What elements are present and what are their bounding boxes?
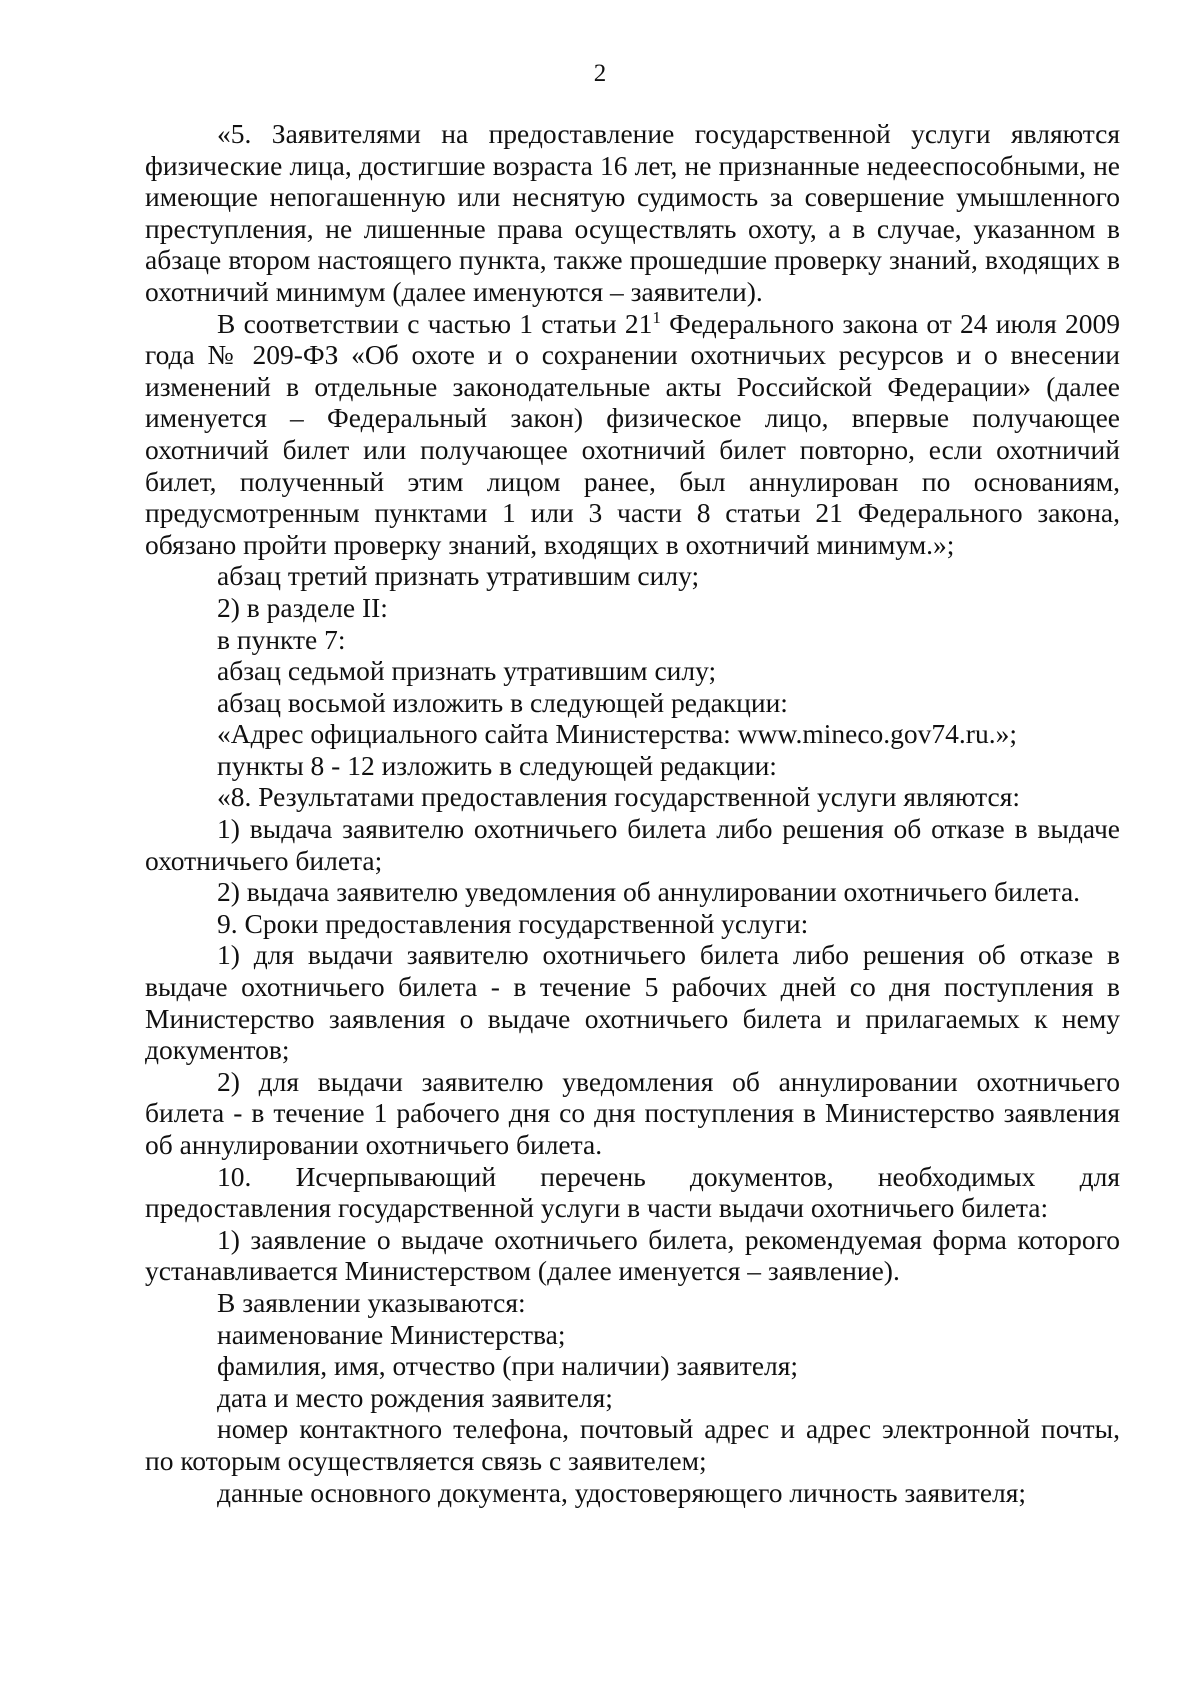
paragraph-website: «Адрес официального сайта Министерства: www.mineco.gov74.ru.»; <box>217 718 1017 750</box>
paragraph-documents-list: 10. Исчерпывающий перечень документов, необходимых для предоставления государственной услуги в части выдачи охотничьего билета: <box>145 1160 1120 1224</box>
paragraph-term-2: 2) для выдачи заявителю уведомления об аннулировании охотничьего билета - в течение 1 рабочего дня со дня поступления в Министерство заявления об аннулировании охотничьего билета. <box>145 1065 1120 1160</box>
paragraph-term-1: 1) для выдачи заявителю охотничьего билета либо решения об отказе в выдаче охотничьего билета - в течение 5 рабочих дней со дня поступления в Министерство заявления о выдаче охотничьего билета и прилагаемых к нему документов; <box>145 939 1120 1066</box>
paragraph-contacts: номер контактного телефона, почтовый адрес и адрес электронной почты, по которым осуществляется связь с заявителем; <box>145 1413 1120 1476</box>
paragraph-application-contents: В заявлении указываются: <box>217 1286 526 1318</box>
paragraph-section-2: 2) в разделе II: <box>217 591 388 623</box>
paragraph-points-8-12: пункты 8 - 12 изложить в следующей редакции: <box>217 749 777 781</box>
paragraph-seventh-void: абзац седьмой признать утратившим силу; <box>217 655 717 687</box>
paragraph-birth: дата и место рождения заявителя; <box>217 1381 613 1413</box>
article-superscript: 1 <box>652 307 661 327</box>
paragraph-result-2: 2) выдача заявителю уведомления об аннулировании охотничьего билета. <box>217 876 1081 908</box>
paragraph-ministry-name: наименование Министерства; <box>217 1318 566 1350</box>
paragraph-full-name: фамилия, имя, отчество (при наличии) заявителя; <box>217 1350 799 1382</box>
document-body <box>145 118 1120 1508</box>
paragraph-third-void: абзац третий признать утратившим силу; <box>217 560 700 592</box>
paragraph-terms: 9. Сроки предоставления государственной услуги: <box>217 907 809 939</box>
paragraph-result-1: 1) выдача заявителю охотничьего билета либо решения об отказе в выдаче охотничьего билета; <box>145 813 1120 876</box>
paragraph-identity-document: данные основного документа, удостоверяющего личность заявителя; <box>217 1476 1027 1508</box>
federal-law-text-start: В соответствии с частью 1 статьи 21 <box>217 307 653 339</box>
paragraph-eighth-new: абзац восьмой изложить в следующей редакции: <box>217 686 788 718</box>
paragraph-applicants: «5. Заявителями на предоставление государственной услуги являются физические лица, достигшие возраста 16 лет, не признанные недееспособными, не имеющие непогашенную или неснятую судимость за совершение умышленного преступления, не лишенные права осуществлять охоту, а в случае, указанном в абзаце втором настоящего пункта, также прошедшие проверку знаний, входящих в охотничий минимум (далее именуются – заявители). <box>145 118 1120 307</box>
federal-law-text-end: Федерального закона от 24 июля 2009 года № 209-ФЗ «Об охоте и о сохранении охотничьих ресурсов и о внесении изменений в отдельные законодательные акты Российской Федерации» (далее именуется – Федеральный закон) физическое лицо, впервые получающее охотничий билет или получающее охотничий билет повторно, если охотничий билет, полученный этим лицом ранее, был аннулирован по основаниям, предусмотренным пунктами 1 или 3 части 8 статьи 21 Федерального закона, обязано пройти проверку знаний, входящих в охотничий минимум.»; <box>145 307 1120 560</box>
paragraph-point-7: в пункте 7: <box>217 623 346 655</box>
paragraph-federal-law <box>145 308 1120 561</box>
paragraph-results: «8. Результатами предоставления государственной услуги являются: <box>217 781 1021 813</box>
page-number: 2 <box>593 60 607 87</box>
paragraph-application: 1) заявление о выдаче охотничьего билета, рекомендуемая форма которого устанавливается Министерством (далее именуется – заявление). <box>145 1223 1120 1287</box>
